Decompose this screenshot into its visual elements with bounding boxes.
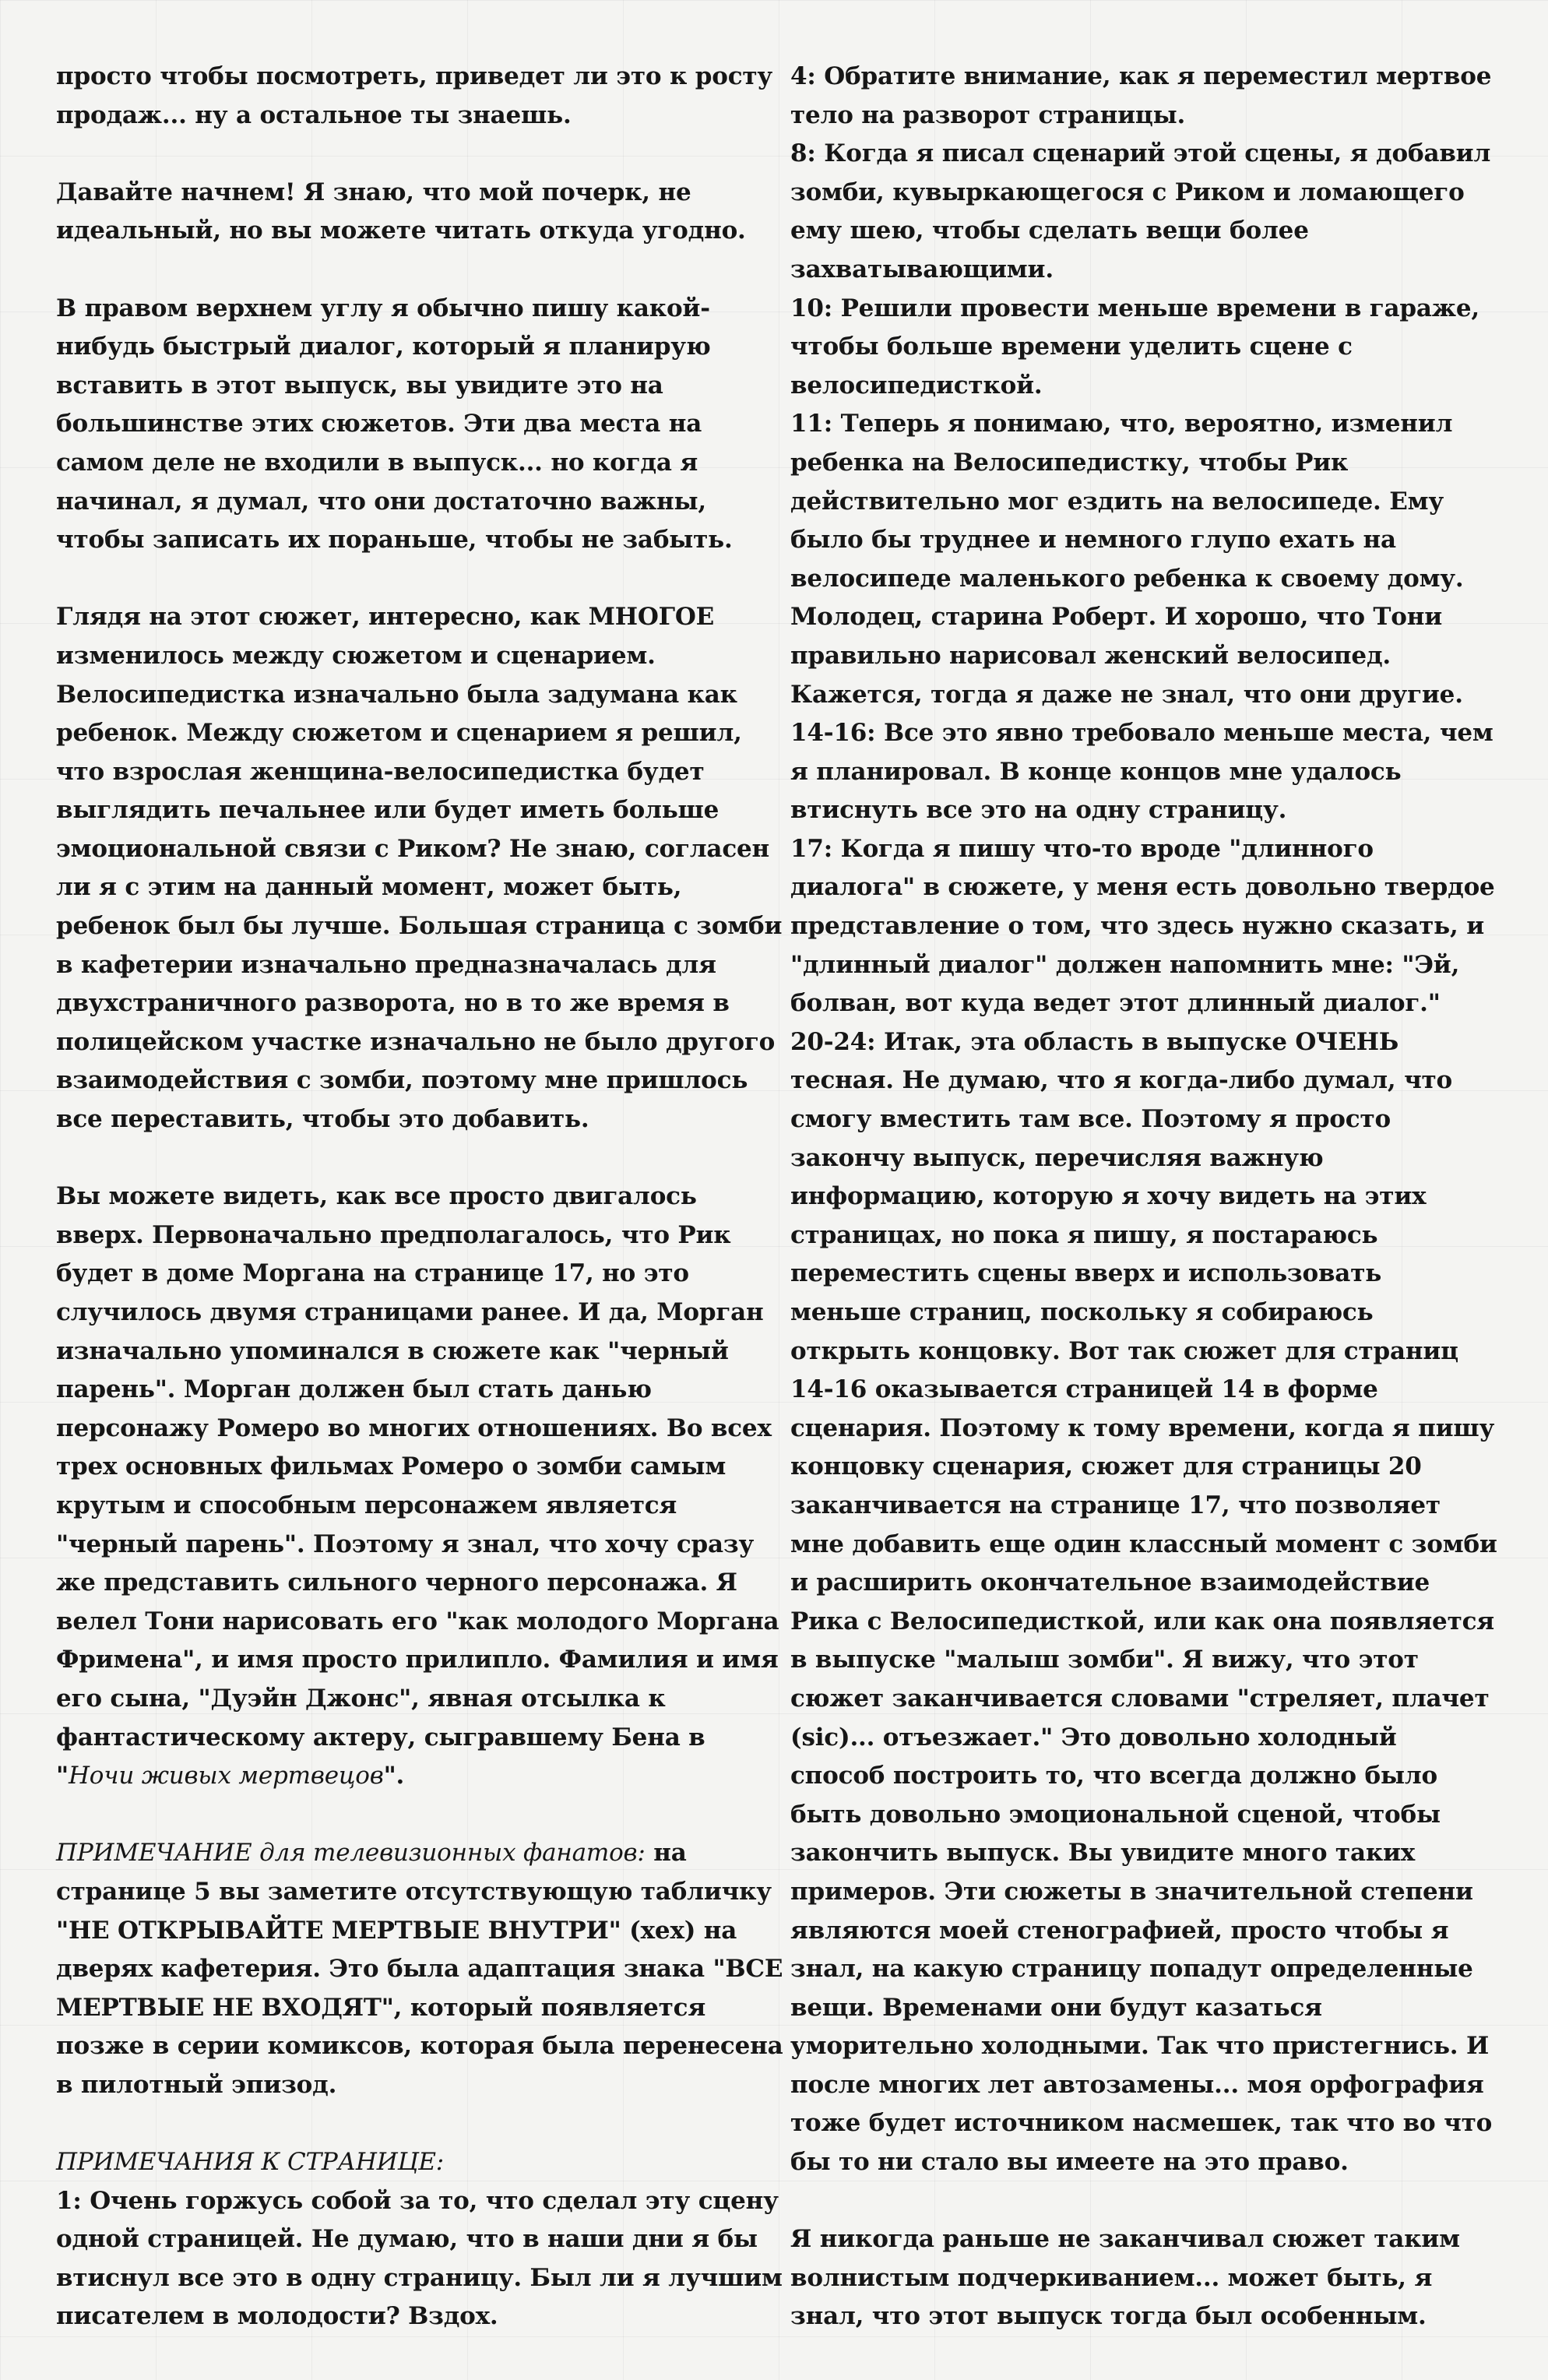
page-note-text: Когда я писал сценарий этой сцены, я добавил зомби, кувыркающегося с Риком и ломающего ему шею, чтобы сделать вещи более захватывающими. xyxy=(790,139,1491,283)
page-note-text: Итак, эта область в выпуске ОЧЕНЬ тесная. Не думаю, что я когда-либо думал, что смогу вместить там все. Поэтому я просто закончу выпуск, перечисляя важную информацию, которую я хочу видеть на этих страницах, но пока я пишу, я постараюсь переместить сцены вверх и использовать меньше страниц, поскольку я собираюсь открыть концовку. Вот так сюжет для страниц 14-16 оказывается страницей 14 в форме сценария. Поэтому к тому времени, когда я пишу концовку сценария, сюжет для страницы 20 заканчивается на странице 17, что позволяет мне добавить еще один классный момент с зомби и расширить окончательное взаимодействие Рика с Велосипедисткой, или как она появляется в выпуске "малыш зомби". Я вижу, что этот сюжет заканчивается словами "стреляет, плачет (sic)... отъезжает." Это довольно холодный способ построить то, что всегда должно было быть довольно эмоциональной сценой, чтобы закончить выпуск. Вы увидите много таких примеров. Эти сюжеты в значительной степени являются моей стенографией, просто чтобы я знал, на какую страницу попадут определенные вещи. Временами они будут казаться уморительно холодными. Так что пристегнись. И после многих лет автозамены... моя орфография тоже будет источником насмешек, так что во что бы то ни стало вы имеете на это право. xyxy=(790,1027,1497,2177)
page-note-1-number: 1: xyxy=(56,2186,82,2215)
page-note-number: 20-24: xyxy=(790,1027,876,1056)
page-note-number: 4: xyxy=(790,62,816,90)
film-title-italic: Ночи живых мертвецов xyxy=(68,1762,384,1790)
paragraph-lets-begin: Давайте начнем! Я знаю, что мой почерк, не идеальный, но вы можете читать откуда угодно. xyxy=(56,178,746,245)
paragraph-intro-continued: просто чтобы посмотреть, приведет ли это к росту продаж... ну а остальное ты знаешь. xyxy=(56,62,773,129)
page-note-number: 8: xyxy=(790,139,816,168)
tv-note-label: ПРИМЕЧАНИЕ для телевизионных фанатов: xyxy=(56,1839,646,1868)
page-note-text: Теперь я понимаю, что, вероятно, изменил ребенка на Велосипедистку, чтобы Рик действительно мог ездить на велосипеде. Ему было бы труднее и немного глупо ехать на велосипеде маленького ребенка к своему дому. Молодец, старина Роберт. И хорошо, что Тони правильно нарисовал женский велосипед. Кажется, тогда я даже не знал, что они другие. xyxy=(790,410,1464,709)
paragraph-plot-changes: Глядя на этот сюжет, интересно, как МНОГОЕ изменилось между сюжетом и сценарием. Велосипедистка изначально была задумана как ребенок. Между сюжетом и сценарием я решил, что взрослая женщина-велосипедистка будет выглядить печальнее или будет иметь больше эмоциональной связи с Риком? Не знаю, согласен ли я с этим на данный момент, может быть, ребенок был бы лучше. Большая страница с зомби в кафетерии изначально предназначалась для двухстраничного разворота, но в то же время в полицейском участке изначально не было другого взаимодействия с зомби, поэтому мне пришлось все переставить, чтобы это добавить. xyxy=(56,603,783,1134)
page-note-number: 11: xyxy=(790,410,832,438)
page-note-text: Все это явно требовало меньше места, чем я планировал. В конце концов мне удалось втиснуть все это на одну страницу. xyxy=(790,719,1493,825)
page-notes-heading: ПРИМЕЧАНИЯ К СТРАНИЦЕ: xyxy=(56,2148,445,2177)
page-note-number: 17: xyxy=(790,834,832,863)
page-note-1 xyxy=(56,2182,784,2336)
left-column xyxy=(56,58,784,2336)
page-note-1-text: Очень горжусь собой за то, что сделал эту сцену одной страницей. Не думаю, что в наши дни я бы втиснул все это в одну страницу. Был ли я лучшим писателем в молодости? Вздох. xyxy=(56,2186,783,2331)
paragraph-top-right-dialog: В правом верхнем углу я обычно пишу какой-нибудь быстрый диалог, который я планирую вставить в этот выпуск, вы увидите это на большинстве этих сюжетов. Эти два места на самом деле не входили в выпуск... но когда я начинал, я думал, что они достаточно важны, чтобы записать их пораньше, чтобы не забыть. xyxy=(56,294,733,555)
page-note-number: 10: xyxy=(790,294,832,322)
page-notes-list xyxy=(790,58,1499,2182)
paragraph-morgan xyxy=(56,1178,784,1796)
page-note-text: Когда я пишу что-то вроде "длинного диалога" в сюжете, у меня есть довольно твердое представление о том, что здесь нужно сказать, и "длинный диалог" должен напомнить мне: "Эй, болван, вот куда ведет этот длинный диалог." xyxy=(790,834,1495,1018)
page-note-8 xyxy=(790,135,1499,289)
paragraph-closing: Я никогда раньше не заканчивал сюжет таким волнистым подчеркиванием... может быть, я знал, что этот выпуск тогда был особенным. xyxy=(790,2225,1460,2331)
page-note-4 xyxy=(790,58,1499,135)
page-note-text: Решили провести меньше времени в гараже, чтобы больше времени уделить сцене с велосипедисткой. xyxy=(790,294,1480,400)
right-column xyxy=(790,58,1499,2336)
paragraph-morgan-text: Вы можете видеть, как все просто двигалось вверх. Первоначально предполагалось, что Рик будет в доме Моргана на странице 17, но это случилось двумя страницами ранее. И да, Морган изначально упоминался в сюжете как "черный парень". Морган должен был стать данью персонажу Ромеро во многих отношениях. Во всех трех основных фильмах Ромеро о зомби самым крутым и способным персонажем является "черный парень". Поэтому я знал, что хочу сразу же представить сильного черного персонажа. Я велел Тони нарисовать его "как молодого Моргана Фримена", и имя просто прилипло. Фамилия и имя его сына, "Дуэйн Джонс", явная отсылка к фантастическому актеру, сыгравшему Бена в " xyxy=(56,1182,779,1790)
tv-note-text: на странице 5 вы заметите отсутствующую табличку "НЕ ОТКРЫВАЙТЕ МЕРТВЫЕ ВНУТРИ" (хех) на дверях кафетерия. Это была адаптация знака "ВСЕ МЕРТВЫЕ НЕ ВХОДЯТ", который появляется позже в серии комиксов, которая была перенесена в пилотный эпизод. xyxy=(56,1839,783,2099)
paragraph-tv-note xyxy=(56,1834,784,2104)
page-note-20-24 xyxy=(790,1023,1499,2182)
page-note-14-16 xyxy=(790,714,1499,830)
page-note-11 xyxy=(790,405,1499,714)
page-note-10 xyxy=(790,290,1499,406)
page-note-17 xyxy=(790,830,1499,1023)
page-note-text: Обратите внимание, как я переместил мертвое тело на разворот страницы. xyxy=(790,62,1492,129)
paragraph-morgan-end: ". xyxy=(383,1762,405,1790)
page-note-number: 14-16: xyxy=(790,719,876,748)
